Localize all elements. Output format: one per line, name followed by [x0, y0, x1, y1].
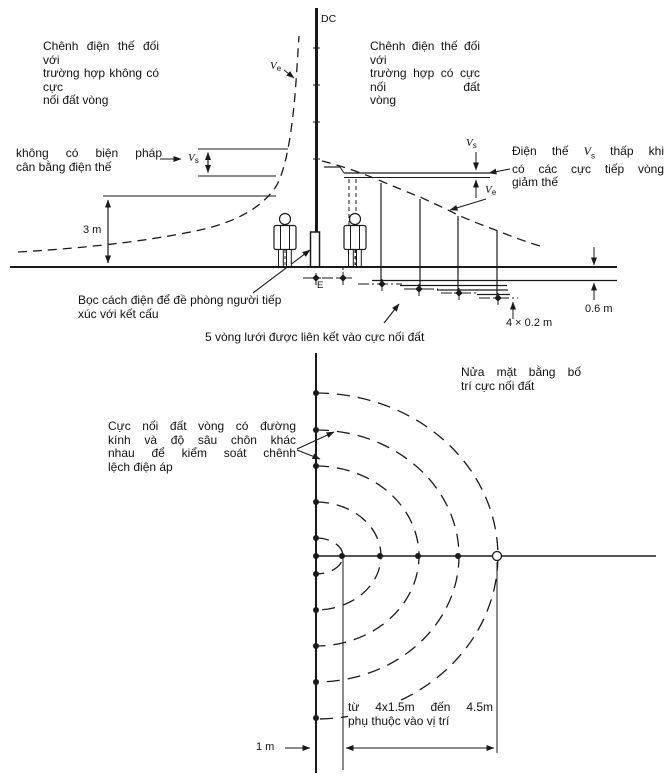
plan-title-line1: Nửa mặt bằng bố — [461, 365, 581, 379]
insulation-note-line1: Bọc cách điện để đề phòng người tiếp — [78, 293, 282, 307]
vs-right-label: $V_s$ — [466, 137, 477, 150]
person-left — [274, 214, 296, 267]
electrode-note — [108, 420, 296, 474]
range-note-line1: từ 4x1.5m đến 4.5m — [348, 700, 493, 714]
e-label: E — [317, 280, 324, 291]
title-no-ring-line1: Chênh điện thế đối với — [43, 39, 159, 67]
outer-electrode-dot — [493, 552, 502, 561]
range-note-line2: phụ thuộc vào vị trí — [348, 713, 450, 728]
title-no-ring — [43, 40, 159, 108]
title-with-ring-line2: trường hợp có cực nối đất — [370, 66, 480, 94]
ve-right-label: $V_e$ — [485, 184, 497, 197]
plan-title — [461, 366, 581, 393]
ve-left-arrow — [284, 70, 294, 78]
vs-low-note — [512, 145, 664, 190]
no-equalization-line1: không có biện pháp — [16, 146, 162, 160]
person-right — [344, 214, 366, 267]
dim-1m-label: 1 m — [256, 741, 275, 753]
electrode-note-line3: nhau để kiểm soát chênh — [108, 446, 296, 460]
plan-title-line2: trí cực nối đất — [461, 378, 535, 393]
title-with-ring — [370, 40, 480, 108]
dc-label: DC — [321, 13, 337, 25]
vs-left-label: $V_s$ — [188, 152, 199, 165]
title-with-ring-line3: vòng — [370, 93, 397, 107]
mast-insulated-base — [311, 232, 320, 267]
potential-with-ring-levels — [324, 167, 490, 178]
dim-402m-label: 4 × 0.2 m — [506, 317, 553, 329]
title-no-ring-line3: nối đất vòng — [43, 93, 109, 107]
no-equalization-note — [16, 147, 162, 174]
vs-low-note-line2: có các cực tiếp vòng — [512, 161, 664, 176]
buried-ring-conductors — [372, 281, 617, 295]
electrode-note-line1: Cực nối đất vòng có đường — [108, 419, 296, 433]
insulation-note — [78, 294, 336, 321]
insulation-note-line2: xúc với kết cấu — [78, 306, 159, 321]
ve-right-arrow — [450, 199, 486, 210]
title-no-ring-line2: trường hợp không có cực — [43, 66, 159, 94]
dim-3m-label: 3 m — [83, 224, 102, 236]
rings-note-arrow — [384, 304, 399, 323]
electrode-note-line4: lệch điện áp — [108, 459, 173, 474]
vs-left-levels — [198, 149, 288, 176]
dim-06m-label: 0.6 m — [585, 303, 613, 315]
vs-low-note-line1: Điện thế $V_s$ thấp khi — [512, 144, 664, 161]
mast — [311, 8, 321, 267]
no-equalization-line2: cân bằng điện thế — [16, 159, 112, 174]
rings-note: 5 vòng lưới được liên kết vào cực nối đất — [205, 330, 425, 344]
title-with-ring-line1: Chênh điện thế đối với — [370, 39, 480, 67]
electrode-note-line2: kính và độ sâu chôn khác — [108, 432, 296, 447]
vs-low-note-line3: giảm thế — [512, 175, 559, 190]
vs-note-arrow — [489, 169, 510, 173]
ve-left-label: $V_e$ — [270, 60, 282, 73]
range-note — [348, 701, 493, 728]
